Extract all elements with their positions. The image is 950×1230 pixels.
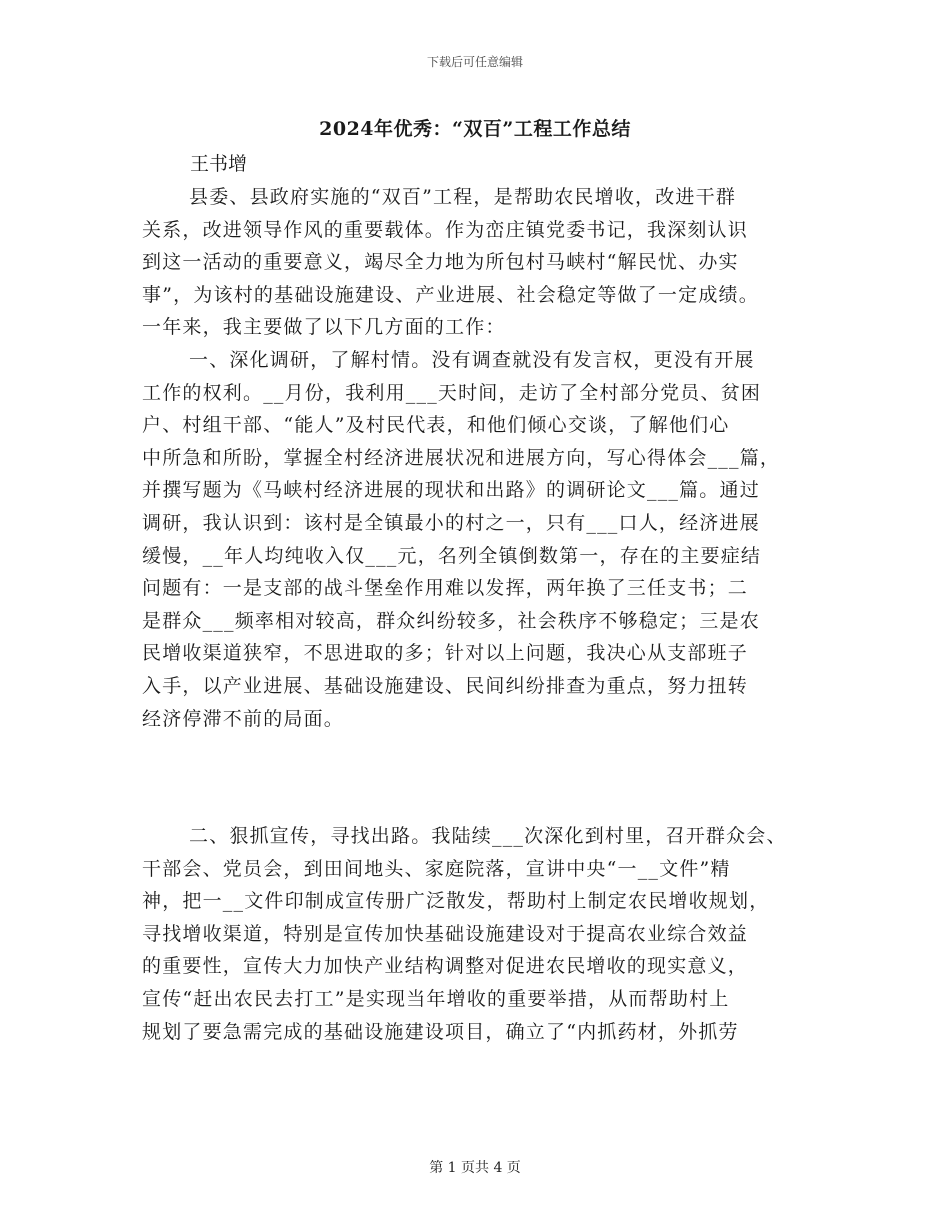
text-line: 神，把一__文件印制成宣传册广泛散发，帮助村上制定农民增收规划，	[142, 890, 770, 913]
text-line: 问题有：一是支部的战斗堡垒作用难以发挥，两年换了三任支书；二	[142, 577, 749, 600]
author-name: 王书增	[190, 153, 248, 175]
paragraph-section-one	[142, 344, 814, 735]
text-line: 的重要性，宣传大力加快产业结构调整对促进农民增收的现实意义，	[142, 955, 749, 978]
text-line: 经济停滞不前的局面。	[142, 707, 345, 730]
text-line: 一年来，我主要做了以下几方面的工作：	[142, 316, 506, 339]
text-line: 县委、县政府实施的“双百”工程，是帮助农民增收，改进干群	[189, 186, 737, 208]
text-line: 入手，以产业进展、基础设施建设、民间纠纷排查为重点，努力扭转	[142, 674, 749, 697]
text-line: 调研，我认识到：该村是全镇最小的村之一，只有___口人，经济进展	[142, 511, 760, 534]
text-line: 中所急和所盼，掌握全村经济进展状况和进展方向，写心得体会___篇，	[142, 446, 781, 469]
text-line: 工作的权利。__月份，我利用___天时间，走访了全村部分党员、贫困	[142, 381, 762, 404]
document-title: 2024年优秀：“双百”工程工作总结	[319, 118, 631, 140]
text-line: 民增收渠道狭窄，不思进取的多；针对以上问题，我决心从支部班子	[142, 642, 749, 665]
page-footer: 第 1 页共 4 页	[429, 1160, 521, 1176]
text-line: 并撰写题为《马峡村经济进展的现状和出路》的调研论文___篇。通过	[142, 479, 760, 502]
paragraph-section-two	[142, 820, 814, 1048]
text-line: 寻找增收渠道，特别是宣传加快基础设施建设对于提高农业综合效益	[142, 922, 749, 945]
paragraph-intro	[142, 181, 814, 344]
text-line: 干部会、党员会，到田间地头、家庭院落，宣讲中央“一__文件”精	[142, 857, 731, 880]
text-line: 一、深化调研，了解村情。没有调查就没有发言权，更没有开展	[189, 349, 755, 371]
text-line: 是群众___频率相对较高，群众纠纷较多，社会秩序不够稳定；三是农	[142, 609, 760, 632]
text-line: 规划了要急需完成的基础设施建设项目，确立了“内抓药材，外抓劳	[142, 1020, 739, 1043]
text-line: 关系，改进领导作风的重要载体。作为峦庄镇党委书记，我深刻认识	[142, 218, 749, 241]
text-line: 事”，为该村的基础设施建设、产业进展、社会稳定等做了一定成绩。	[142, 283, 759, 306]
text-line: 宣传“赶出农民去打工”是实现当年增收的重要举措，从而帮助村上	[142, 987, 730, 1010]
text-line: 户、村组干部、“能人”及村民代表，和他们倾心交谈，了解他们心	[142, 414, 730, 437]
page-header-note: 下载后可任意编辑	[426, 55, 523, 69]
text-line: 缓慢，__年人均纯收入仅___元，名列全镇倒数第一，存在的主要症结	[142, 544, 762, 567]
text-line: 到这一活动的重要意义，竭尽全力地为所包村马峡村“解民忧、办实	[142, 251, 739, 274]
text-line: 二、狠抓宣传，寻找出路。我陆续___次深化到村里，召开群众会、	[189, 825, 787, 847]
